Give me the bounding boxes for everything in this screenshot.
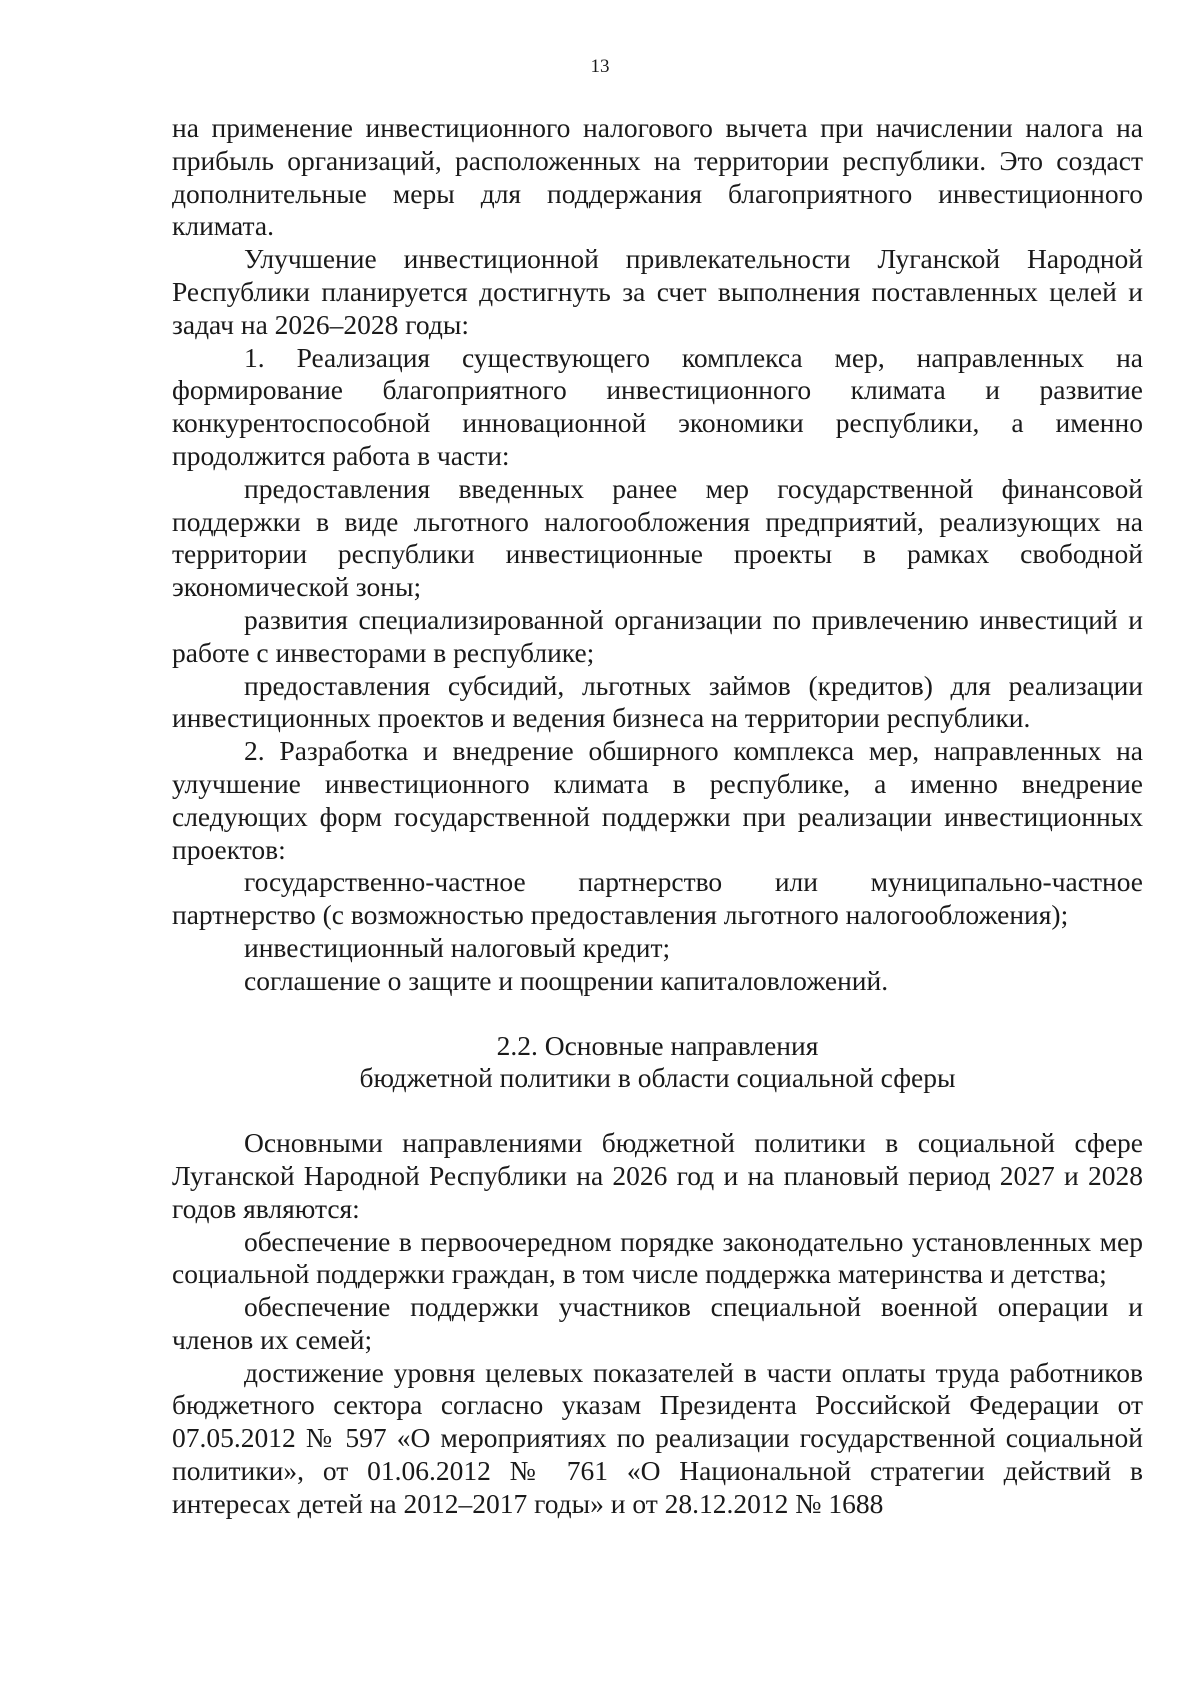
paragraph: достижение уровня целевых показателей в части оплаты труда работников бюджетного сектора согласно указам Президента Российской Федерации от 07.05.2012 № 597 «О мероприятиях по реализации государственной социальной политики», от 01.06.2012 № 761 «О Национальной стратегии действий в интересах детей на 2012–2017 годы» и от 28.12.2012 № 1688 (172, 1356, 1143, 1519)
section-investment-climate (172, 112, 1143, 998)
paragraph: обеспечение поддержки участников специальной военной операции и членов их семей; (172, 1291, 1143, 1355)
section-heading-line-1: 2.2. Основные направления (496, 1029, 819, 1061)
paragraph: обеспечение в первоочередном порядке законодательно установленных мер социальной поддержки граждан, в том числе поддержка материнства и детства; (172, 1225, 1143, 1290)
paragraph: 1. Реализация существующего комплекса мер, направленных на формирование благоприятного инвестиционного климата и развитие конкурентоспособной инновационной экономики республики, а именно продолжится работа в части: (172, 341, 1143, 471)
document-body (172, 112, 1143, 1521)
paragraph: соглашение о защите и поощрении капиталовложений. (244, 964, 889, 996)
paragraph: предоставления субсидий, льготных займов (кредитов) для реализации инвестиционных проектов и ведения бизнеса на территории республики. (172, 669, 1143, 734)
paragraph: Основными направлениями бюджетной политики в социальной сфере Луганской Народной Республики на 2026 год и на плановый период 2027 и 2028 годов являются: (172, 1127, 1143, 1224)
section-heading-line-2: бюджетной политики в области социальной сферы (359, 1062, 956, 1094)
paragraph: государственно-частное партнерство или муниципально-частное партнерство (с возможностью предоставления льготного налогообложения); (172, 866, 1143, 931)
paragraph: 2. Разработка и внедрение обширного комплекса мер, направленных на улучшение инвестиционного климата в республике, а именно внедрение следующих форм государственной поддержки при реализации инвестиционных проектов: (172, 735, 1143, 865)
paragraph: развития специализированной организации по привлечению инвестиций и работе с инвесторами в республике; (172, 603, 1143, 668)
section-social-budget-policy (172, 1127, 1143, 1521)
section-heading (172, 1030, 1143, 1096)
paragraph: предоставления введенных ранее мер государственной финансовой поддержки в виде льготного налогообложения предприятий, реализующих на территории республики инвестиционные проекты в рамках свободной экономической зоны; (172, 472, 1143, 603)
paragraph: инвестиционный налоговый кредит; (244, 931, 671, 963)
paragraph: на применение инвестиционного налогового вычета при начислении налога на прибыль организаций, расположенных на территории республики. Это создаст дополнительные меры для поддержания благоприятного инвестиционного климата. (172, 112, 1143, 242)
page-number: 13 (590, 56, 610, 77)
paragraph: Улучшение инвестиционной привлекательности Луганской Народной Республики планируется достигнуть за счет выполнения поставленных целей и задач на 2026–2028 годы: (172, 243, 1143, 340)
